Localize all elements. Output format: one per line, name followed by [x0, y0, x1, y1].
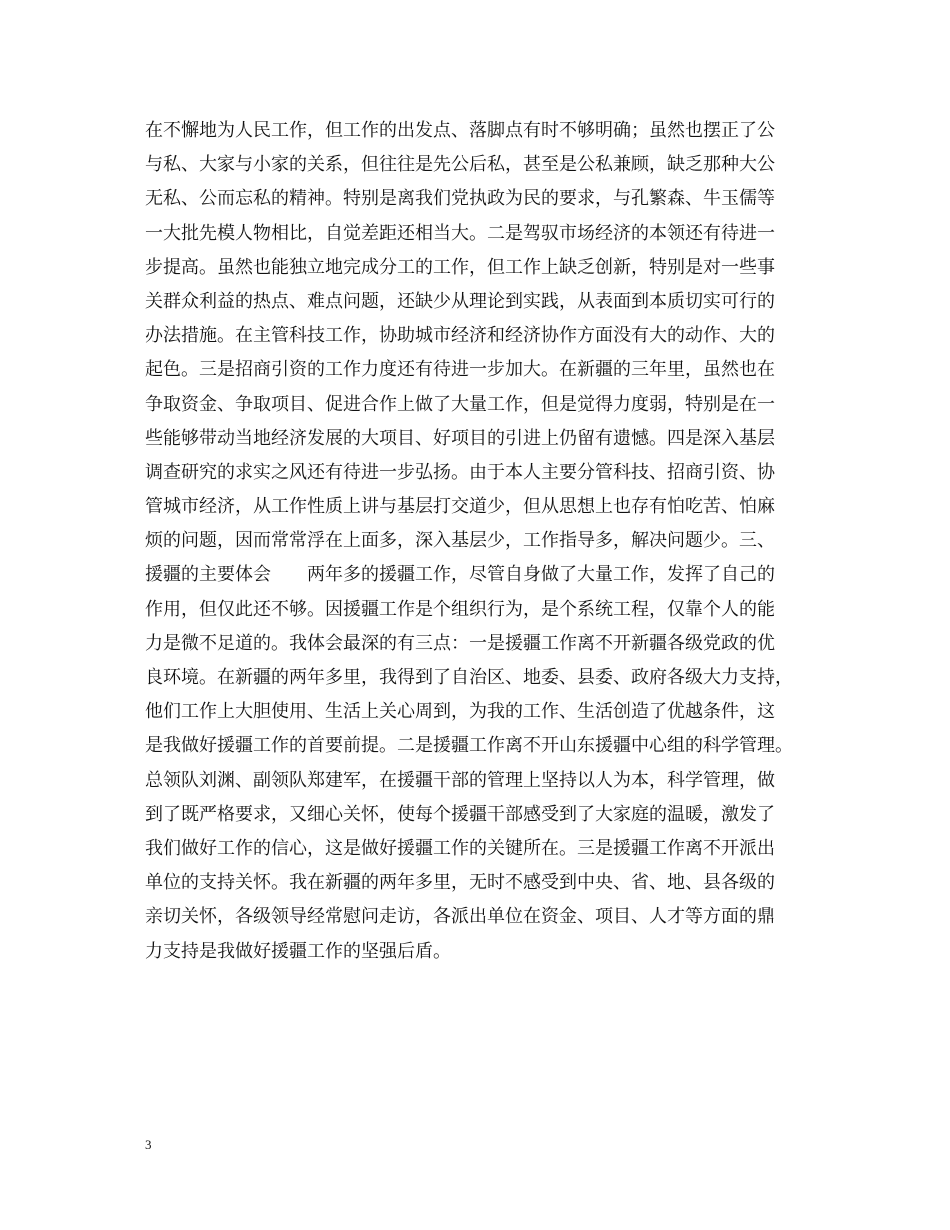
text-line: 到了既严格要求，又细心关怀，使每个援疆干部感受到了大家庭的温暖，激发了 — [145, 803, 775, 825]
text-line: 些能够带动当地经济发展的大项目、好项目的引进上仍留有遗憾。四是深入基层 — [145, 427, 775, 449]
text-line: 是我做好援疆工作的首要前提。二是援疆工作离不开山东援疆中心组的科学管理。 — [145, 735, 793, 757]
text-line: 一大批先模人物相比，自觉差距还相当大。二是驾驭市场经济的本领还有待进一 — [145, 222, 775, 244]
text-line: 与私、大家与小家的关系，但往往是先公后私，甚至是公私兼顾，缺乏那种大公 — [145, 154, 775, 176]
body-text — [145, 114, 805, 969]
text-line: 单位的支持关怀。我在新疆的两年多里，无时不感受到中央、省、地、县各级的 — [145, 872, 775, 894]
text-line: 烦的问题，因而常常浮在上面多，深入基层少，工作指导多，解决问题少。三、 — [145, 530, 775, 552]
text-line: 调查研究的求实之风还有待进一步弘扬。由于本人主要分管科技、招商引资、协 — [145, 461, 775, 483]
text-line: 起色。三是招商引资的工作力度还有待进一步加大。在新疆的三年里，虽然也在 — [145, 359, 775, 381]
text-line: 步提高。虽然也能独立地完成分工的工作，但工作上缺乏创新，特别是对一些事 — [145, 256, 775, 278]
text-line: 亲切关怀，各级领导经常慰问走访，各派出单位在资金、项目、人才等方面的鼎 — [145, 906, 775, 928]
text-line: 管城市经济，从工作性质上讲与基层打交道少，但从思想上也存有怕吃苦、怕麻 — [145, 496, 775, 518]
text-line: 力支持是我做好援疆工作的坚强后盾。 — [145, 940, 451, 962]
text-line: 关群众利益的热点、难点问题，还缺少从理论到实践，从表面到本质切实可行的 — [145, 290, 775, 312]
text-line: 争取资金、争取项目、促进合作上做了大量工作，但是觉得力度弱，特别是在一 — [145, 393, 775, 415]
text-line: 在不懈地为人民工作，但工作的出发点、落脚点有时不够明确；虽然也摆正了公 — [145, 120, 775, 141]
text-line: 作用，但仅此还不够。因援疆工作是个组织行为，是个系统工程，仅靠个人的能 — [145, 598, 775, 620]
text-line: 办法措施。在主管科技工作，协助城市经济和经济协作方面没有大的动作、大的 — [145, 325, 775, 347]
page-number: 3 — [145, 1137, 152, 1152]
text-line: 我们做好工作的信心，这是做好援疆工作的关键所在。三是援疆工作离不开派出 — [145, 837, 775, 859]
text-line: 他们工作上大胆使用、生活上关心周到，为我的工作、生活创造了优越条件，这 — [145, 701, 775, 723]
text-line: 总领队刘渊、副领队郑建军，在援疆干部的管理上坚持以人为本，科学管理，做 — [145, 769, 775, 791]
text-line: 援疆的主要体会 两年多的援疆工作，尽管自身做了大量工作，发挥了自己的 — [145, 564, 775, 586]
text-line: 良环境。在新疆的两年多里，我得到了自治区、地委、县委、政府各级大力支持， — [145, 667, 793, 688]
text-line: 力是微不足道的。我体会最深的有三点：一是援疆工作离不开新疆各级党政的优 — [145, 632, 775, 654]
text-line: 无私、公而忘私的精神。特别是离我们党执政为民的要求，与孔繁森、牛玉儒等 — [145, 188, 775, 210]
